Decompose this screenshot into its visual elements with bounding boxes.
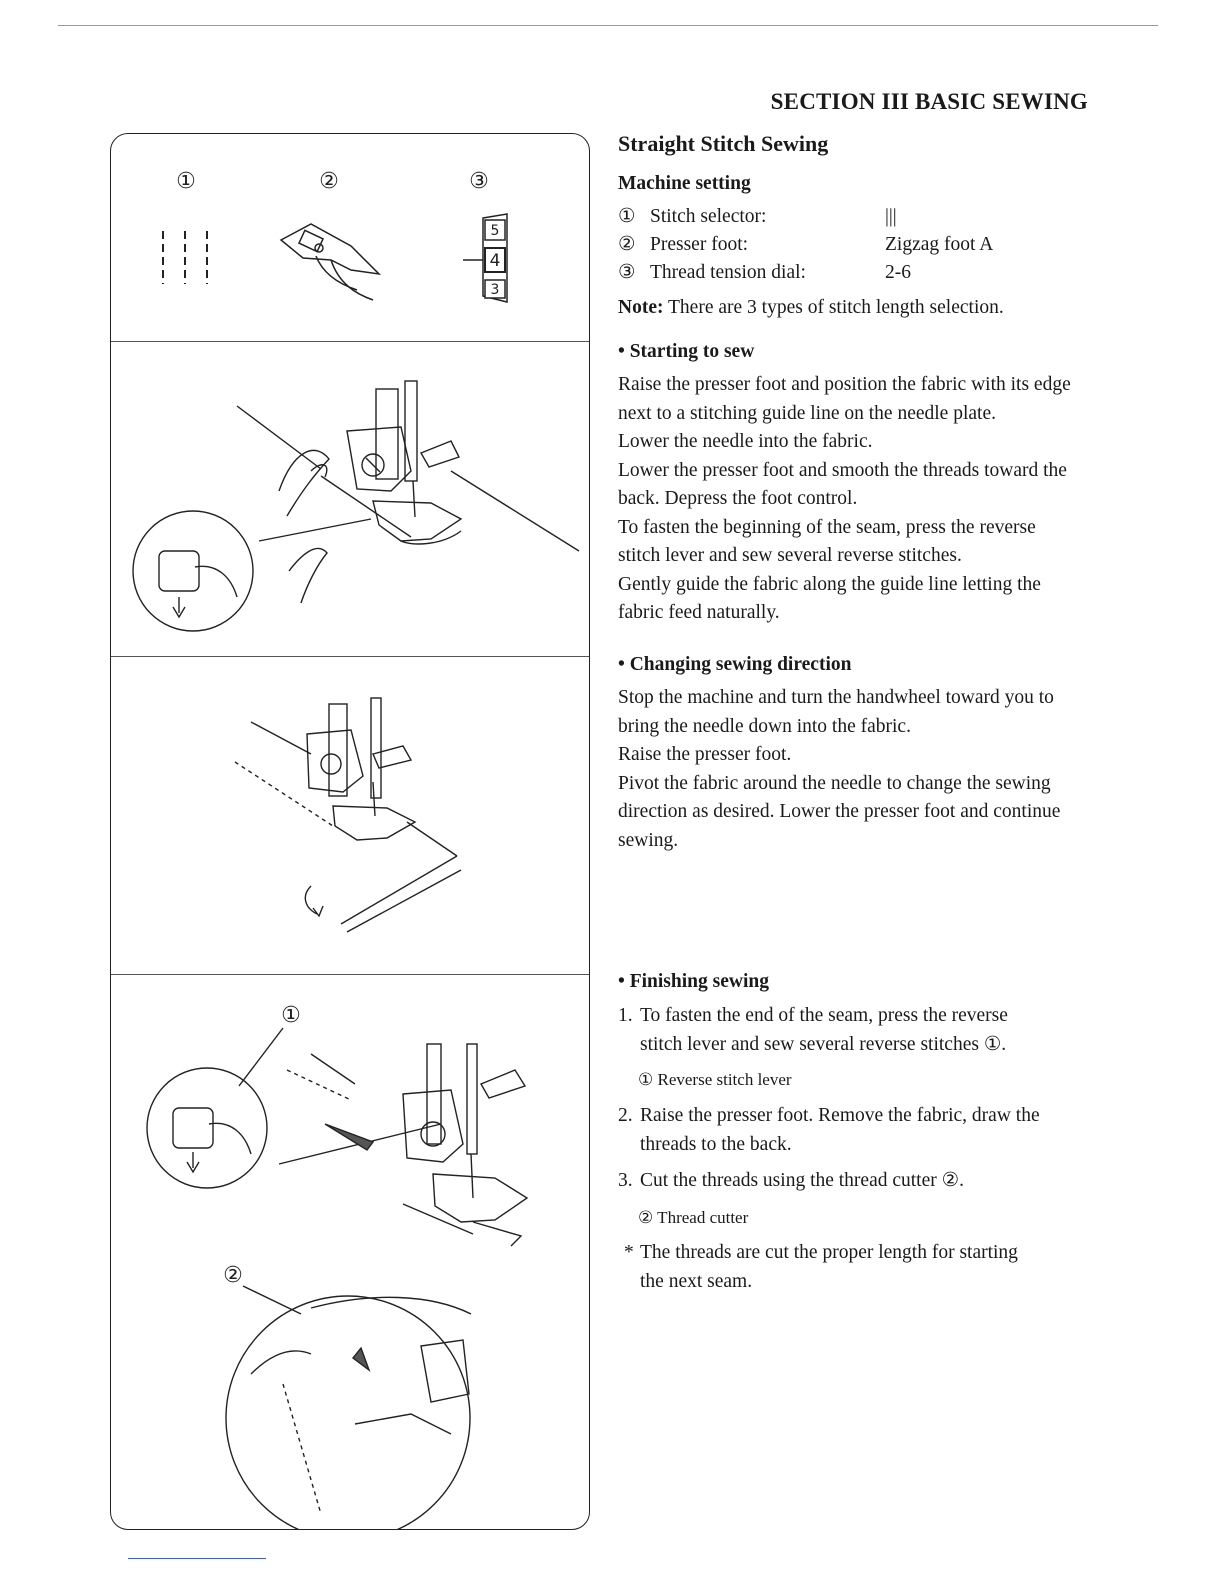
footnote-mark: * bbox=[624, 1242, 634, 1263]
setting-row-stitch-selector bbox=[618, 203, 1098, 231]
text-line: sewing. bbox=[618, 829, 679, 851]
text-line: The threads are cut the proper length for starting bbox=[640, 1242, 1018, 1263]
label-1: ① bbox=[176, 169, 196, 194]
setting-num: ① bbox=[618, 206, 636, 227]
page-heading: Straight Stitch Sewing bbox=[618, 131, 829, 156]
starting-to-sew-text bbox=[618, 371, 1108, 628]
setting-icons-illustration bbox=[111, 134, 590, 341]
section-title: SECTION III BASIC SEWING bbox=[770, 89, 1088, 114]
text-line: Lower the needle into the fabric. bbox=[618, 431, 873, 452]
setting-value: Zigzag foot A bbox=[885, 234, 994, 255]
bottom-rule bbox=[128, 1558, 266, 1559]
text-line: stitch lever and sew several reverse stitches. bbox=[618, 545, 962, 566]
note bbox=[618, 294, 1004, 323]
footnote bbox=[618, 1239, 1108, 1296]
text-line: Stop the machine and turn the handwheel toward you to bbox=[618, 687, 1054, 708]
caption-thread-cutter: ② Thread cutter bbox=[638, 1208, 749, 1227]
setting-row-thread-tension bbox=[618, 259, 1098, 287]
text-line: To fasten the end of the seam, press the reverse bbox=[640, 1005, 1008, 1026]
step-number: 1. bbox=[618, 1005, 633, 1026]
setting-label: Presser foot: bbox=[650, 234, 749, 255]
tension-4: 4 bbox=[489, 251, 501, 271]
caption-reverse-stitch-lever: ① Reverse stitch lever bbox=[638, 1070, 792, 1089]
panel-starting-to-sew bbox=[111, 341, 589, 657]
text-line: Lower the presser foot and smooth the threads toward the bbox=[618, 459, 1067, 481]
finishing-sewing-heading: • Finishing sewing bbox=[618, 971, 769, 992]
zigzag-foot-icon bbox=[281, 224, 379, 300]
tension-5: 5 bbox=[490, 223, 500, 239]
setting-label: Stitch selector: bbox=[650, 206, 767, 227]
machine-setting-heading: Machine setting bbox=[618, 173, 751, 194]
top-rule bbox=[58, 25, 1158, 26]
text-line: bring the needle down into the fabric. bbox=[618, 715, 911, 737]
setting-value: ||| bbox=[885, 206, 897, 227]
text-line: back. Depress the foot control. bbox=[618, 488, 858, 509]
note-text: There are 3 types of stitch length selection. bbox=[668, 297, 1004, 318]
starting-to-sew-heading: • Starting to sew bbox=[618, 341, 755, 362]
text-line: Pivot the fabric around the needle to change the sewing bbox=[618, 772, 1051, 794]
text-line: next to a stitching guide line on the needle plate. bbox=[618, 402, 996, 424]
panel-machine-setting bbox=[111, 134, 589, 342]
panel-finishing-sewing bbox=[111, 974, 589, 1530]
finishing-sewing-illustration bbox=[111, 974, 590, 1530]
text-line: Raise the presser foot and position the fabric with its edge bbox=[618, 374, 1071, 395]
setting-num: ③ bbox=[618, 262, 636, 283]
figure-frame bbox=[110, 133, 590, 1530]
changing-direction-text bbox=[618, 684, 1108, 855]
panel-changing-direction bbox=[111, 656, 589, 975]
text-line: stitch lever and sew several reverse stitches ①. bbox=[640, 1033, 1007, 1055]
text-line: fabric feed naturally. bbox=[618, 602, 780, 623]
changing-direction-illustration bbox=[111, 656, 590, 974]
step-number: 3. bbox=[618, 1170, 633, 1191]
note-label: Note: bbox=[618, 297, 664, 318]
changing-direction-heading: • Changing sewing direction bbox=[618, 654, 852, 675]
starting-to-sew-illustration bbox=[111, 341, 590, 656]
finish-label-2: ② bbox=[223, 1263, 243, 1288]
setting-num: ② bbox=[618, 234, 636, 255]
text-line: the next seam. bbox=[640, 1270, 753, 1292]
label-2: ② bbox=[319, 169, 339, 194]
setting-value: 2-6 bbox=[885, 262, 911, 283]
text-line: Gently guide the fabric along the guide line letting the bbox=[618, 573, 1041, 595]
step-number: 2. bbox=[618, 1105, 633, 1126]
text-line: threads to the back. bbox=[640, 1133, 792, 1155]
text-line: direction as desired. Lower the presser foot and continue bbox=[618, 801, 1061, 822]
finish-label-1: ① bbox=[281, 1003, 301, 1028]
text-line: To fasten the beginning of the seam, press the reverse bbox=[618, 516, 1036, 538]
text-line: Raise the presser foot. bbox=[618, 744, 792, 765]
setting-label: Thread tension dial: bbox=[650, 262, 806, 283]
tension-3: 3 bbox=[490, 282, 500, 298]
finishing-step-3 bbox=[618, 1167, 1108, 1196]
label-3: ③ bbox=[469, 169, 489, 194]
straight-stitch-icon bbox=[163, 231, 207, 284]
setting-row-presser-foot bbox=[618, 231, 1098, 259]
text-line: Raise the presser foot. Remove the fabric, draw the bbox=[640, 1105, 1040, 1126]
finishing-step-2 bbox=[618, 1102, 1108, 1159]
finishing-step-1 bbox=[618, 1002, 1108, 1059]
text-line: Cut the threads using the thread cutter ②. bbox=[640, 1170, 964, 1191]
